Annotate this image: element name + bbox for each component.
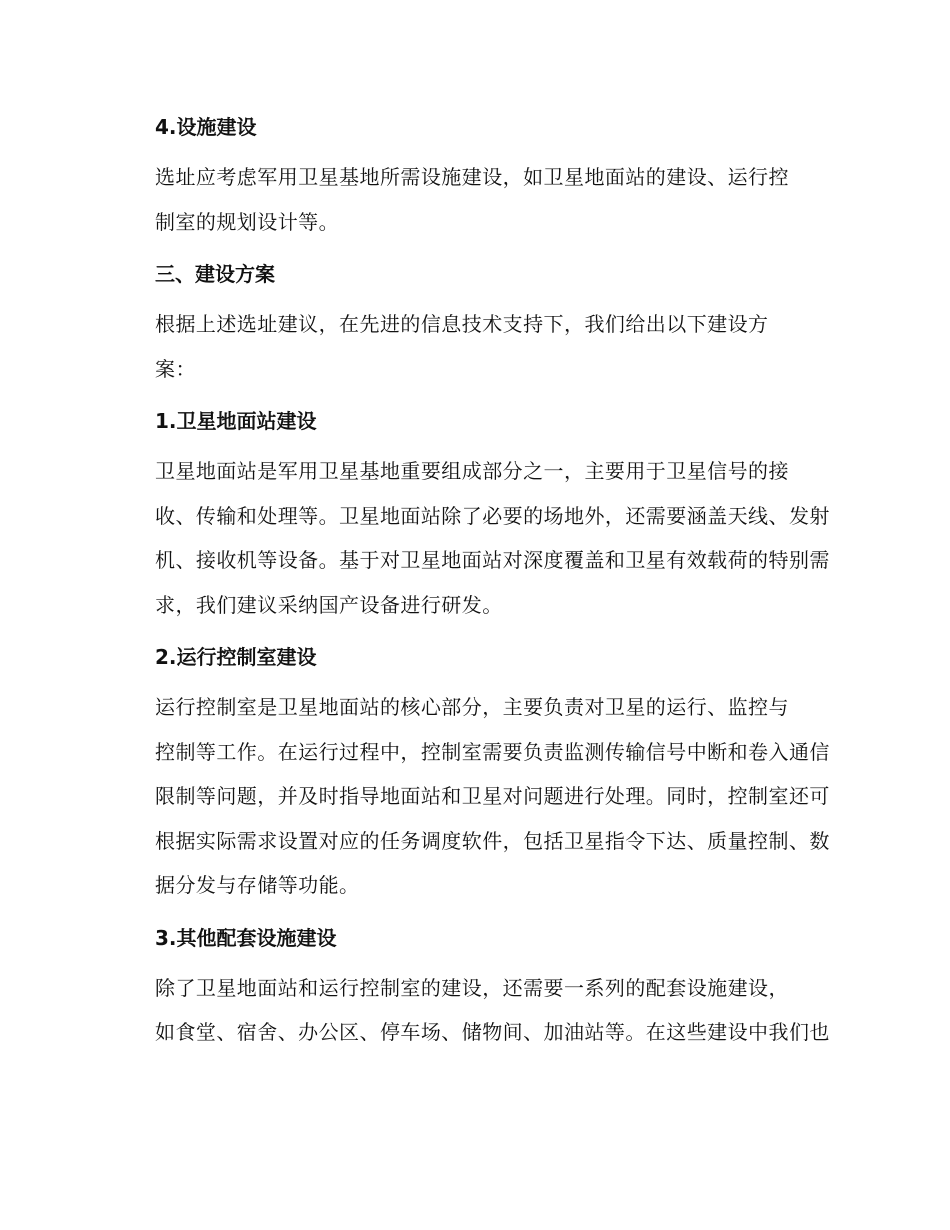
text-line: 根据实际需求设置对应的任务调度软件，包括卫星指令下达、质量控制、数 (155, 828, 830, 853)
text-line: 制室的规划设计等。 (155, 209, 340, 234)
section-heading-construction-plan: 三、建设方案 (155, 262, 275, 286)
text-line: 收、传输和处理等。卫星地面站除了必要的场地外，还需要涵盖天线、发射 (155, 503, 830, 528)
text-line: 机、接收机等设备。基于对卫星地面站对深度覆盖和卫星有效载荷的特别需 (155, 548, 830, 572)
section-heading-supporting-facilities: 3.其他配套设施建设 (155, 925, 337, 950)
paragraph-ground-station (112, 449, 830, 627)
paragraph-control-room (112, 685, 830, 908)
section-heading-facility-construction: 4.设施建设 (155, 115, 257, 139)
text-line: 限制等问题，并及时指导地面站和卫星对问题进行处理。同时，控制室还可 (155, 784, 830, 808)
text-line: 选址应考虑军用卫星基地所需设施建设，如卫星地面站的建设、运行控 (155, 165, 789, 189)
text-line: 控制等工作。在运行过程中，控制室需要负责监测传输信号中断和卷入通信 (155, 739, 830, 764)
paragraph-construction-plan (112, 302, 830, 391)
text-line: 除了卫星地面站和运行控制室的建设，还需要一系列的配套设施建设， (155, 975, 789, 1000)
section-heading-control-room: 2.运行控制室建设 (155, 645, 317, 669)
text-line: 如食堂、宿舍、办公区、停车场、储物间、加油站等。在这些建设中我们也 (155, 1020, 830, 1044)
text-line: 求，我们建议采纳国产设备进行研发。 (155, 592, 503, 617)
text-line: 运行控制室是卫星地面站的核心部分，主要负责对卫星的运行、监控与 (155, 695, 789, 719)
text-line: 卫星地面站是军用卫星基地重要组成部分之一，主要用于卫星信号的接 (155, 459, 789, 483)
section-heading-ground-station: 1.卫星地面站建设 (155, 409, 317, 433)
text-line: 据分发与存储等功能。 (155, 873, 360, 897)
document-body (112, 112, 830, 1055)
paragraph-facility-construction (112, 155, 830, 244)
text-line: 案： (155, 356, 196, 381)
text-line: 根据上述选址建议，在先进的信息技术支持下，我们给出以下建设方 (155, 312, 769, 336)
paragraph-supporting-facilities (112, 966, 830, 1055)
